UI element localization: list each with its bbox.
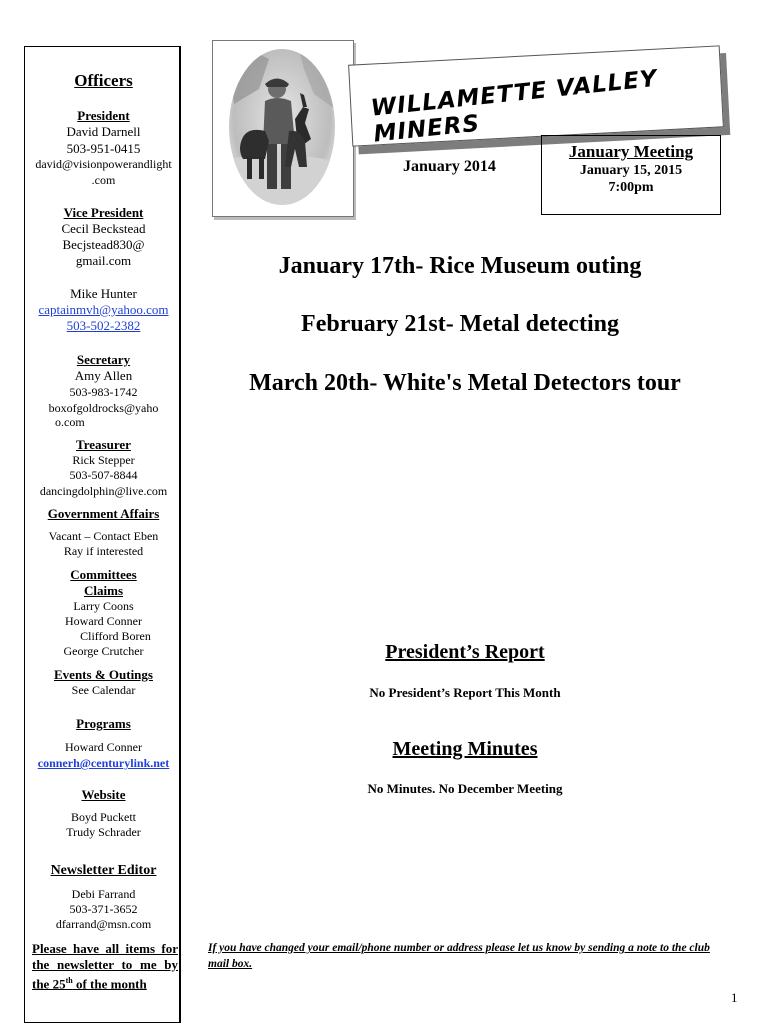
secretary-email-line1: boxofgoldrocks@yaho — [48, 401, 159, 415]
committee-member: Clifford Boren — [80, 629, 151, 643]
events-outings-text: See Calendar — [71, 683, 136, 697]
officers-title: Officers — [74, 71, 133, 90]
programs-heading: Programs — [76, 716, 131, 731]
government-line2: Ray if interested — [63, 544, 144, 558]
vice-president-name: Cecil Beckstead — [61, 221, 146, 236]
issue-date: January 2014 — [403, 158, 496, 175]
captain-email-link[interactable]: captainmvh@yahoo.com — [38, 302, 169, 317]
meeting-date: January 15, 2015 — [579, 163, 683, 178]
page-number: 1 — [731, 990, 738, 1005]
deadline-note-text: Please have all items for the newsletter to me by the 25 — [32, 941, 178, 992]
newsletter-deadline-note — [32, 941, 178, 992]
member-photo-frame — [212, 40, 354, 217]
committees-heading: Committees — [70, 567, 137, 582]
secretary-name: Amy Allen — [74, 368, 133, 383]
editor-name: Debi Farrand — [71, 887, 136, 901]
treasurer-heading: Treasurer — [76, 437, 131, 452]
meeting-time: 7:00pm — [608, 180, 654, 195]
club-name: WILLAMETTE VALLEY MINERS — [369, 65, 659, 148]
event-item: January 17th- Rice Museum outing — [278, 253, 642, 279]
president-email-line1: david@visionpowerandlight — [35, 157, 172, 171]
event-item: February 21st- Metal detecting — [301, 311, 619, 337]
vice-president-email-line2: gmail.com — [75, 253, 132, 268]
club-name-banner — [348, 45, 724, 146]
website-name: Trudy Schrader — [66, 825, 141, 839]
website-heading: Website — [81, 787, 126, 802]
claims-heading: Claims — [84, 583, 123, 598]
contact-change-note: If you have changed your email/phone number or address please let us know by sending a note to the club mail box. — [208, 942, 710, 970]
government-affairs-heading: Government Affairs — [47, 506, 160, 521]
president-email-line2: .com — [91, 173, 116, 187]
meeting-minutes-title: Meeting Minutes — [392, 738, 538, 760]
officers-sidebar — [24, 46, 181, 1023]
vice-president-heading: Vice President — [63, 205, 144, 220]
deadline-note-tail: of the month — [72, 976, 147, 992]
committee-member: Larry Coons — [73, 599, 134, 613]
programs-name: Howard Conner — [65, 740, 142, 754]
committee-member: Howard Conner — [65, 614, 142, 628]
secretary-heading: Secretary — [76, 352, 131, 367]
captain-phone-link[interactable]: 503-502-2382 — [66, 318, 141, 333]
president-name: David Darnell — [66, 124, 141, 139]
meeting-minutes-body: No Minutes. No December Meeting — [367, 781, 563, 796]
man-with-donkey-photo-icon — [229, 49, 335, 205]
meeting-info-box — [541, 135, 721, 215]
president-heading: President — [77, 108, 130, 123]
events-outings-heading: Events & Outings — [54, 667, 153, 682]
treasurer-phone: 503-507-8844 — [69, 468, 138, 482]
government-line1: Vacant – Contact Eben — [48, 529, 159, 543]
vice-president-name-2: Mike Hunter — [70, 286, 137, 301]
president-report-title: President’s Report — [385, 641, 545, 663]
newsletter-editor-heading: Newsletter Editor — [50, 863, 157, 878]
deadline-note-sup: th — [65, 976, 73, 985]
programs-email-link[interactable]: connerh@centurylink.net — [37, 756, 170, 770]
website-name: Boyd Puckett — [71, 810, 136, 824]
treasurer-name: Rick Stepper — [72, 453, 135, 467]
meeting-title: January Meeting — [568, 142, 694, 161]
secretary-phone: 503-983-1742 — [69, 385, 138, 399]
secretary-email-line2: o.com — [55, 415, 85, 429]
committee-member: George Crutcher — [63, 644, 144, 658]
editor-email: dfarrand@msn.com — [55, 917, 152, 931]
editor-phone: 503-371-3652 — [69, 902, 138, 916]
treasurer-email: dancingdolphin@live.com — [39, 484, 168, 498]
member-photo — [229, 49, 335, 205]
president-phone: 503-951-0415 — [66, 141, 141, 156]
president-report-body: No President’s Report This Month — [369, 685, 561, 700]
vice-president-email-line1: Becjstead830@ — [62, 237, 145, 252]
event-item: March 20th- White's Metal Detectors tour — [249, 370, 681, 396]
